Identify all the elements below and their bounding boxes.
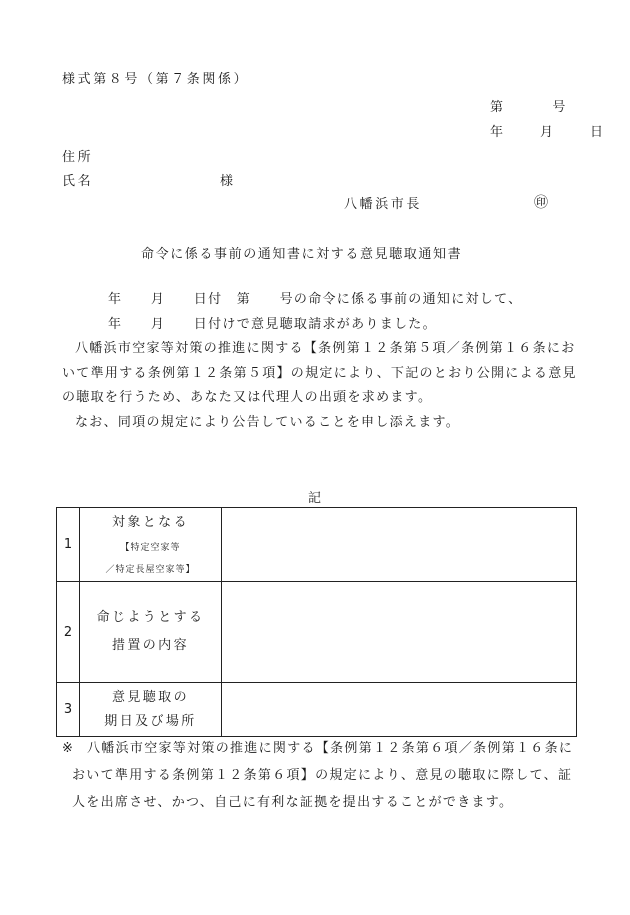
row-label — [80, 508, 222, 582]
footnote — [62, 735, 582, 816]
honorific: 様 — [220, 174, 236, 189]
address-label: 住所 — [62, 150, 94, 165]
label-line-1: 命じようとする — [96, 610, 205, 625]
body-text — [62, 288, 582, 435]
row-value — [222, 508, 577, 582]
document-title: 命令に係る事前の通知書に対する意見聴取通知書 — [141, 247, 463, 262]
body-line-1: 年 月 日付 第 号の命令に係る事前の通知に対して、 — [108, 292, 523, 307]
record-table — [56, 507, 577, 737]
table-row — [57, 683, 577, 737]
note-mark: ※ — [62, 741, 75, 756]
seal-mark: ㊞ — [534, 195, 548, 211]
row-number: 2 — [57, 582, 80, 683]
label-line-2: 措置の内容 — [111, 638, 189, 653]
row-number: 1 — [57, 508, 80, 582]
label-line-2: 期日及び場所 — [104, 713, 197, 729]
document-date: 年 月 日 — [490, 125, 616, 140]
sender-mayor: 八幡浜市長 — [344, 197, 423, 212]
row-value — [222, 683, 577, 737]
body-paragraph-1: 八幡浜市空家等対策の推進に関する【条例第１２条第５項／条例第１６条において準用する条例第１２条第５項】の規定により、下記のとおり公開による意見の聴取を行うため、あなた又は代理人の出頭を求めます。 — [62, 341, 577, 405]
label-line-1: 意見聴取の — [111, 689, 189, 705]
name-label: 氏名 — [62, 174, 94, 189]
body-line-2: 年 月 日付けで意見聴取請求がありました。 — [108, 316, 437, 332]
table-row — [57, 508, 577, 582]
table-row — [57, 582, 577, 683]
label-main: 対象となる — [111, 514, 189, 530]
label-sub-2: ／特定長屋空家等】 — [105, 564, 196, 575]
row-number: 3 — [57, 683, 80, 737]
body-paragraph-2: なお、同項の規定により公告していることを申し添えます。 — [75, 414, 461, 430]
label-sub-1: 【特定空家等 — [120, 542, 181, 553]
row-value — [222, 582, 577, 683]
row-label — [80, 582, 222, 683]
row-label — [80, 683, 222, 737]
note-rest: おいて準用する条例第１２条第６項】の規定により、意見の聴取に際して、証人を出席させ、かつ、自己に有利な証拠を提出することができます。 — [72, 768, 573, 810]
document-number: 第 号 — [490, 100, 569, 115]
ki-heading: 記 — [308, 491, 322, 506]
note-line-1: 八幡浜市空家等対策の推進に関する【条例第１２条第６項／条例第１６条に — [87, 741, 574, 756]
form-number: 様式第８号（第７条関係） — [62, 72, 250, 87]
